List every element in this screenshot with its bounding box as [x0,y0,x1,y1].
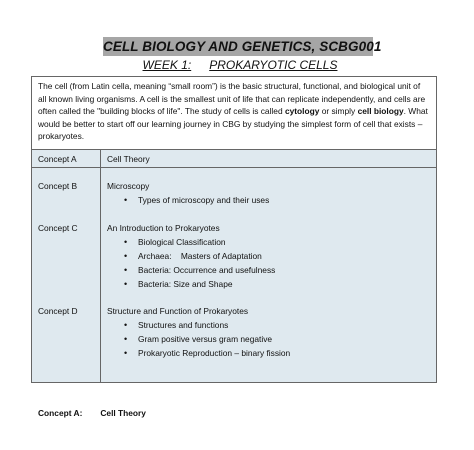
topic-label: PROKARYOTIC CELLS [209,58,338,72]
document-subtitle [140,58,340,73]
intro-text-1: The cell (from Latin cella, meaning “small room”) is the basic structural, functional, and biological unit of all known living organisms. A cell is the smallest unit of life that can replicate independently, and cells are often called the "building blocks of life". The study of cells is called [38,81,426,117]
concept-b-label: Concept B [38,181,78,191]
section-label: Concept A: [38,408,83,418]
document-title: CELL BIOLOGY AND GENETICS, SCBG001 [103,39,382,54]
term-cytology: cytology [284,106,320,117]
intro-text-3: . What would be better to start off our learning journey in CBG by studying the simplest form of cell that exists – prokaryotes. [38,106,428,142]
intro-text-2: or simply [319,106,358,117]
concept-a-label: Concept A [38,154,77,164]
section-title: Cell Theory [100,408,146,418]
concept-d-list [124,318,290,360]
list-item: • Bacteria: Occurrence and usefulness [124,263,275,277]
concept-b-list [124,193,269,207]
intro-paragraph [31,76,437,150]
list-item: • Biological Classification [124,235,275,249]
concept-a-title: Cell Theory [107,154,150,164]
week-label: WEEK 1: [142,58,192,72]
section-heading [38,408,146,418]
concept-d-label: Concept D [38,306,78,316]
concept-d-title: Structure and Function of Prokaryotes [107,306,249,316]
list-item: • Archaea: Masters of Adaptation [124,249,275,263]
concept-c-label: Concept C [38,223,78,233]
list-item: • Structures and functions [124,318,290,332]
table-row-divider [31,167,437,168]
concept-b-title: Microscopy [107,181,150,191]
list-item: • Prokaryotic Reproduction – binary fission [124,346,290,360]
list-item: • Bacteria: Size and Shape [124,277,275,291]
table-column-divider [100,150,101,383]
list-item: • Gram positive versus gram negative [124,332,290,346]
concept-c-title: An Introduction to Prokaryotes [107,223,220,233]
term-cell-biology: cell biology [357,106,404,117]
concept-c-list [124,235,275,291]
list-item: • Types of microscopy and their uses [124,193,269,207]
